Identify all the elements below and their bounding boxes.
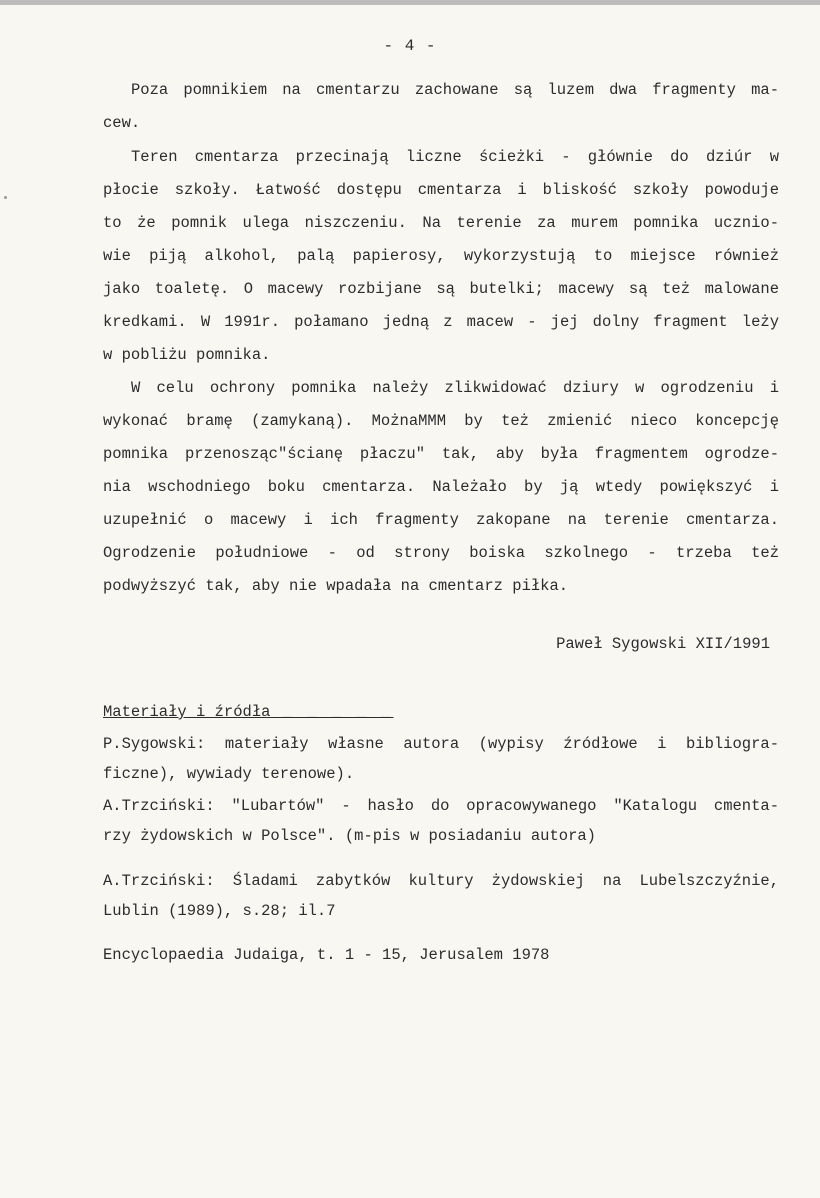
source-entry [103, 791, 779, 851]
text-line: Ogrodzenie południowe - od strony boiska szkolnego - trzeba też [103, 544, 779, 562]
text-line: ficzne), wywiady terenowe). [103, 765, 355, 783]
text-line: podwyższyć tak, aby nie wpadała na cmentarz piłka. [103, 577, 569, 595]
paragraph-2 [103, 141, 779, 372]
source-entry [103, 729, 779, 789]
text-line: A.Trzciński: Śladami zabytków kultury żydowskiej na Lubelszczyźnie, [103, 872, 779, 890]
paragraph-1 [103, 74, 779, 140]
text-line: P.Sygowski: materiały własne autora (wypisy źródłowe i bibliogra- [103, 735, 779, 753]
page-number: - 4 - [383, 37, 437, 55]
text-line: wie piją alkohol, palą papierosy, wykorzystują to miejsce również [103, 247, 779, 265]
text-line: rzy żydowskich w Polsce". (m-pis w posiadaniu autora) [103, 827, 596, 845]
text-line: Lublin (1989), s.28; il.7 [103, 902, 336, 920]
text-line: pomnika przenosząc"ścianę płaczu" tak, aby była fragmentem ogrodze- [103, 445, 779, 463]
text-line: Poza pomnikiem na cmentarzu zachowane są luzem dwa fragmenty ma- [131, 81, 779, 99]
text-line: wykonać bramę (zamykaną). MożnaMMM by też zmienić nieco koncepcję [103, 412, 779, 430]
text-line: Teren cmentarza przecinają liczne ścieżki - głównie do dziúr w [131, 148, 779, 166]
text-line: nia wschodniego boku cmentarza. Należało by ją wtedy powiększyć i [103, 478, 779, 496]
text-line: cew. [103, 114, 141, 132]
text-line: A.Trzciński: "Lubartów" - hasło do opracowywanego "Katalogu cmenta- [103, 797, 779, 815]
text-line: w pobliżu pomnika. [103, 346, 271, 364]
text-line: Encyclopaedia Judaiga, t. 1 - 15, Jerusalem 1978 [103, 946, 550, 964]
text-line: jako toaletę. O macewy rozbijane są butelki; macewy są też malowane [103, 280, 779, 298]
text-line: kredkami. W 1991r. połamano jedną z macew - jej dolny fragment leży [103, 313, 779, 331]
source-entry [103, 940, 779, 970]
text-line: płocie szkoły. Łatwość dostępu cmentarza i bliskość szkoły powoduje [103, 181, 779, 199]
heading-underline-dashes: _ _ _ _ _ [270, 703, 394, 721]
paragraph-3 [103, 372, 779, 603]
source-entry [103, 866, 779, 926]
page-top-edge [0, 0, 820, 5]
sources-heading [103, 697, 393, 727]
author-signature: Paweł Sygowski XII/1991 [556, 635, 770, 653]
margin-speck [4, 196, 7, 199]
text-line: W celu ochrony pomnika należy zlikwidować dziury w ogrodzeniu i [131, 379, 779, 397]
text-line: to że pomnik ulega niszczeniu. Na terenie za murem pomnika ucznio- [103, 214, 779, 232]
sources-heading-text: Materiały i źródła [103, 703, 271, 721]
text-line: uzupełnić o macewy i ich fragmenty zakopane na terenie cmentarza. [103, 511, 779, 529]
